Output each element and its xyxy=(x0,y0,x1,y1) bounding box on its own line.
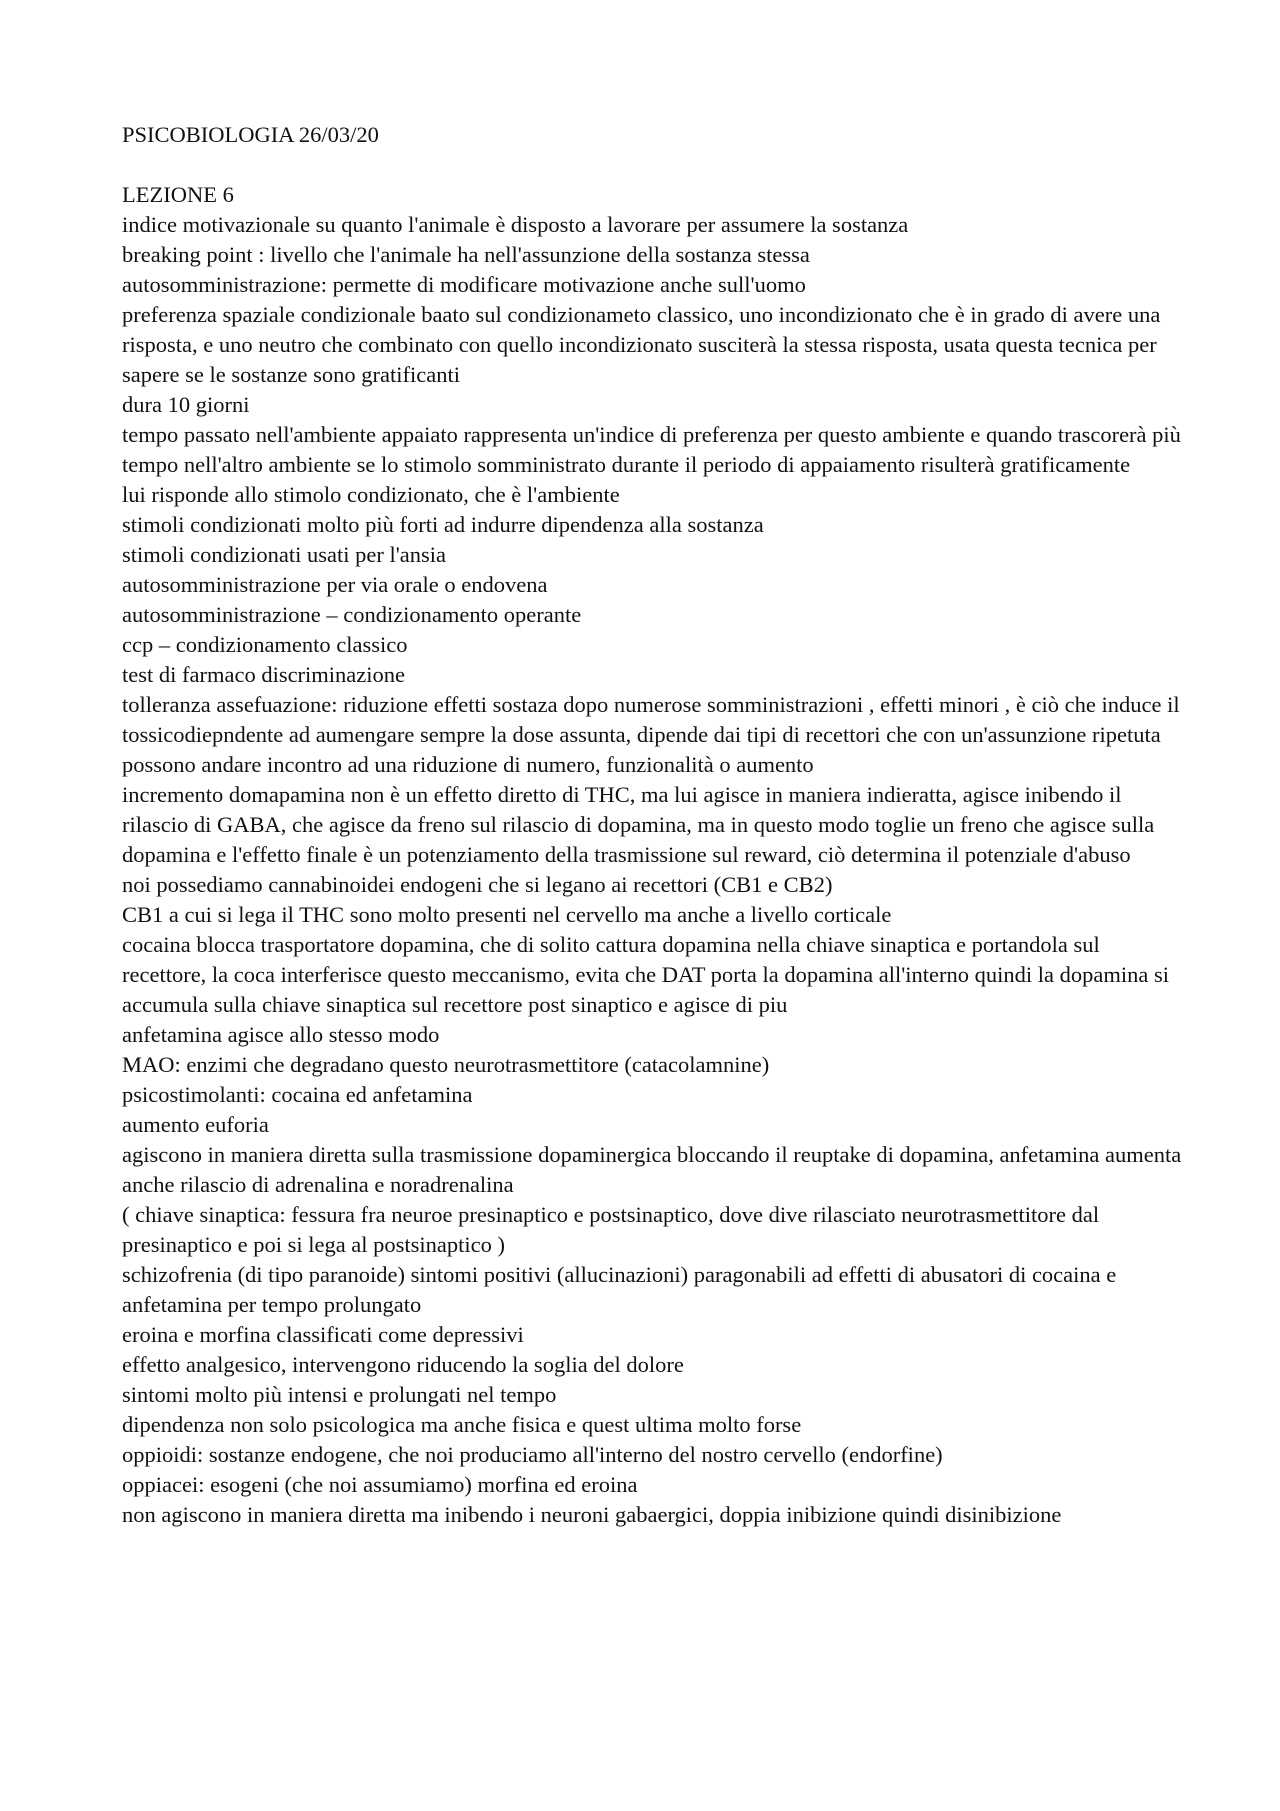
paragraph: stimoli condizionati molto più forti ad indurre dipendenza alla sostanza xyxy=(122,512,764,537)
paragraph: noi possediamo cannabinoidei endogeni che si legano ai recettori (CB1 e CB2) xyxy=(122,872,833,897)
paragraph: oppioidi: sostanze endogene, che noi produciamo all'interno del nostro cervello (endorfine) xyxy=(122,1442,943,1467)
paragraph: autosomministrazione per via orale o endovena xyxy=(122,572,548,597)
paragraph: preferenza spaziale condizionale baato sul condizionameto classico, uno incondizionato che è in grado di avere una risposta, e uno neutro che combinato con quello incondizionato susciterà la stessa risposta, usata questa tecnica per sapere se le sostanze sono gratificanti xyxy=(122,302,1161,387)
paragraph: sintomi molto più intensi e prolungati nel tempo xyxy=(122,1382,557,1407)
paragraph: agiscono in maniera diretta sulla trasmissione dopaminergica bloccando il reuptake di dopamina, anfetamina aumenta anche rilascio di adrenalina e noradrenalina xyxy=(122,1142,1182,1197)
paragraph: dipendenza non solo psicologica ma anche fisica e quest ultima molto forse xyxy=(122,1412,802,1437)
paragraph: MAO: enzimi che degradano questo neurotrasmettitore (catacolamnine) xyxy=(122,1052,770,1077)
document-body xyxy=(122,120,1182,1530)
paragraph: breaking point : livello che l'animale ha nell'assunzione della sostanza stessa xyxy=(122,242,810,267)
lesson-heading: LEZIONE 6 xyxy=(122,182,234,207)
paragraph: effetto analgesico, intervengono riducendo la soglia del dolore xyxy=(122,1352,684,1377)
paragraph: psicostimolanti: cocaina ed anfetamina xyxy=(122,1082,473,1107)
paragraph: ccp – condizionamento classico xyxy=(122,632,408,657)
document-title: PSICOBIOLOGIA 26/03/20 xyxy=(122,122,379,147)
paragraph: autosomministrazione: permette di modificare motivazione anche sull'uomo xyxy=(122,272,806,297)
paragraph: schizofrenia (di tipo paranoide) sintomi positivi (allucinazioni) paragonabili ad effetti di abusatori di cocaina e anfetamina per tempo prolungato xyxy=(122,1262,1117,1317)
paragraph: stimoli condizionati usati per l'ansia xyxy=(122,542,446,567)
paragraph: CB1 a cui si lega il THC sono molto presenti nel cervello ma anche a livello corticale xyxy=(122,902,892,927)
paragraph: tolleranza assefuazione: riduzione effetti sostaza dopo numerose somministrazioni , effetti minori , è ciò che induce il tossicodiepndente ad aumengare sempre la dose assunta, dipende dai tipi di recettori che con un'assunzione ripetuta possono andare incontro ad una riduzione di numero, funzionalità o aumento xyxy=(122,692,1180,777)
paragraph: anfetamina agisce allo stesso modo xyxy=(122,1022,440,1047)
paragraph: ( chiave sinaptica: fessura fra neuroe presinaptico e postsinaptico, dove dive rilasciato neurotrasmettitore dal presinaptico e poi si lega al postsinaptico ) xyxy=(122,1202,1100,1257)
paragraph: eroina e morfina classificati come depressivi xyxy=(122,1322,524,1347)
paragraph: autosomministrazione – condizionamento operante xyxy=(122,602,582,627)
paragraph: oppiacei: esogeni (che noi assumiamo) morfina ed eroina xyxy=(122,1472,638,1497)
paragraph: test di farmaco discriminazione xyxy=(122,662,406,687)
paragraph: indice motivazionale su quanto l'animale è disposto a lavorare per assumere la sostanza xyxy=(122,212,909,237)
paragraph: dura 10 giorni xyxy=(122,392,250,417)
paragraph: cocaina blocca trasportatore dopamina, che di solito cattura dopamina nella chiave sinaptica e portandola sul recettore, la coca interferisce questo meccanismo, evita che DAT porta la dopamina all'interno quindi la dopamina si accumula sulla chiave sinaptica sul recettore post sinaptico e agisce di piu xyxy=(122,932,1169,1017)
paragraph: lui risponde allo stimolo condizionato, che è l'ambiente xyxy=(122,482,620,507)
paragraph: incremento domapamina non è un effetto diretto di THC, ma lui agisce in maniera indieratta, agisce inibendo il rilascio di GABA, che agisce da freno sul rilascio di dopamina, ma in questo modo toglie un freno che agisce sulla dopamina e l'effetto finale è un potenziamento della trasmissione sul reward, ciò determina il potenziale d'abuso xyxy=(122,782,1155,867)
paragraph: aumento euforia xyxy=(122,1112,269,1137)
paragraph: non agiscono in maniera diretta ma inibendo i neuroni gabaergici, doppia inibizione quindi disinibizione xyxy=(122,1502,1062,1527)
paragraph: tempo passato nell'ambiente appaiato rappresenta un'indice di preferenza per questo ambiente e quando trascorerà più tempo nell'altro ambiente se lo stimolo somministrato durante il periodo di appaiamento risulterà gratificamente xyxy=(122,422,1181,477)
